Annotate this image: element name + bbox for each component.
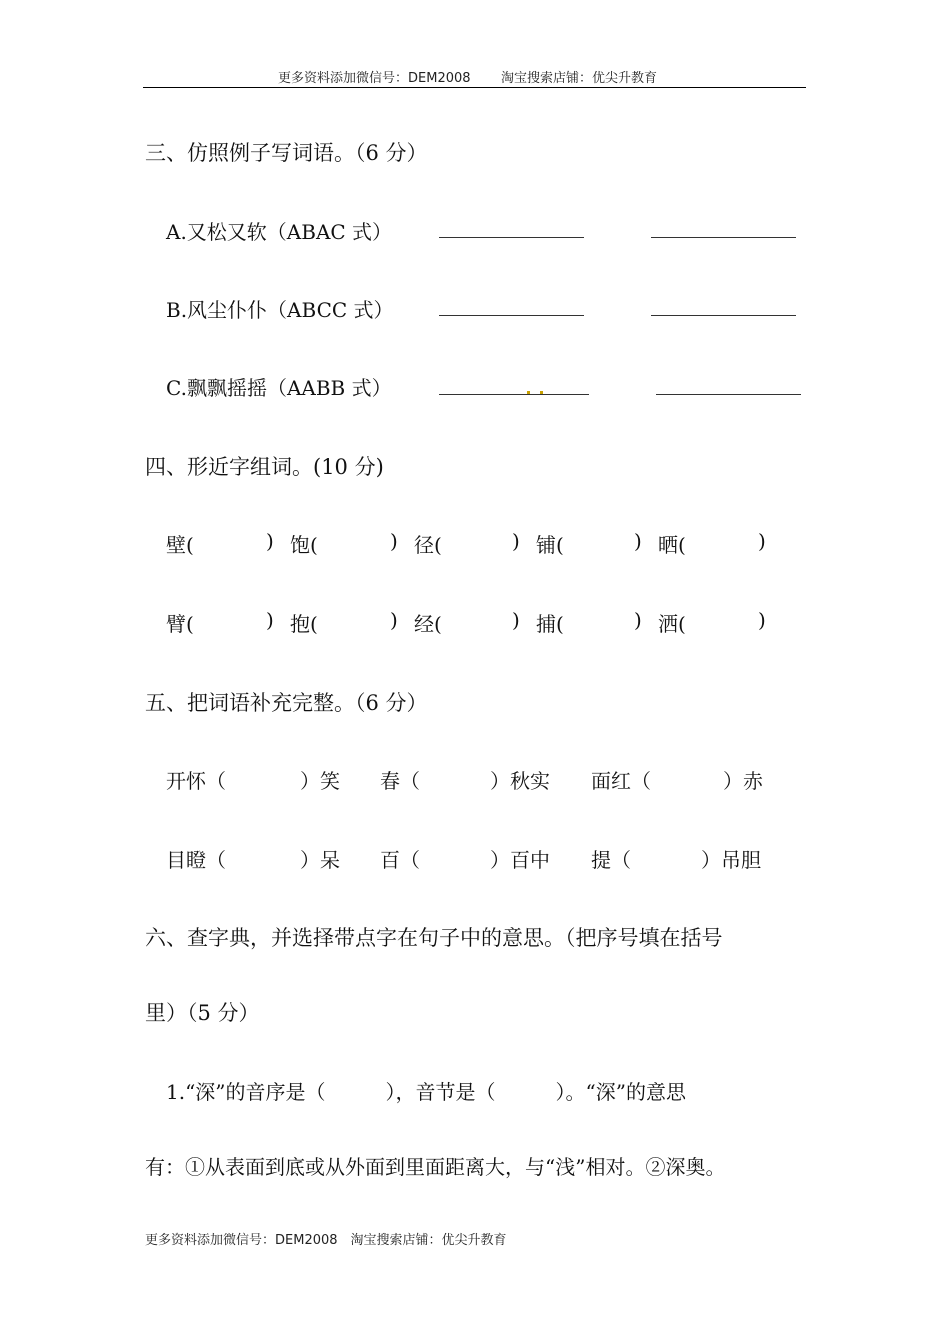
section6-q1-line1: 1.“深”的音序是（ ），音节是（ ）。“深”的意思: [166, 1080, 686, 1104]
char-item-6: 臂(: [166, 612, 194, 636]
idiom-5-end: ）百中: [490, 848, 550, 872]
answer-blank-a2[interactable]: [651, 237, 796, 238]
footer-text: 更多资料添加微信号：DEM2008 淘宝搜索店铺：优尖升教育: [145, 1233, 507, 1248]
header-shop: 淘宝搜索店铺：优尖升教育: [501, 71, 658, 86]
paren-close: ): [266, 529, 274, 553]
section3-row-b: B.风尘仆仆（ABCC 式）: [166, 298, 394, 322]
paren-close: ): [266, 608, 274, 632]
answer-blank-c2[interactable]: [656, 394, 801, 395]
char-item-8: 经(: [414, 612, 442, 636]
section3-row-a: A.又松又软（ABAC 式）: [166, 220, 393, 244]
answer-blank-b2[interactable]: [651, 315, 796, 316]
idiom-2-end: ）秋实: [490, 769, 550, 793]
answer-blank-a1[interactable]: [439, 237, 584, 238]
section4-title: 四、形近字组词。(10 分): [145, 455, 384, 479]
idiom-6-end: ）吊胆: [701, 848, 761, 872]
paren-close: ): [512, 608, 520, 632]
section6-title-line2: 里）（5 分）: [145, 1001, 260, 1025]
section5-title: 五、把词语补充完整。（6 分）: [145, 691, 428, 715]
char-item-5: 晒(: [658, 533, 686, 557]
char-item-4: 铺(: [536, 533, 564, 557]
idiom-3-start: 面红（: [591, 769, 651, 793]
header-wechat: 更多资料添加微信号：DEM2008: [278, 71, 471, 86]
answer-blank-c1[interactable]: [439, 394, 589, 395]
char-item-3: 径(: [414, 533, 442, 557]
section3-row-c: C.飘飘摇摇（AABB 式）: [166, 376, 392, 400]
idiom-4-start: 目瞪（: [166, 848, 226, 872]
char-item-10: 洒(: [658, 612, 686, 636]
idiom-2-start: 春（: [380, 769, 420, 793]
mark-dot: [540, 391, 543, 394]
paren-close: ): [634, 608, 642, 632]
paren-close: ): [390, 608, 398, 632]
section6-q1-line2: 有：①从表面到底或从外面到里面距离大，与“浅”相对。②深奥。: [145, 1155, 726, 1179]
mark-dot: [527, 391, 530, 394]
idiom-5-start: 百（: [380, 848, 420, 872]
section6-title-line1: 六、查字典，并选择带点字在句子中的意思。（把序号填在括号: [145, 926, 723, 950]
paren-close: ): [512, 529, 520, 553]
paren-close: ): [634, 529, 642, 553]
header-divider: [143, 87, 806, 88]
char-item-7: 抱(: [290, 612, 318, 636]
section3-title: 三、仿照例子写词语。（6 分）: [145, 141, 428, 165]
idiom-1-end: ）笑: [300, 769, 340, 793]
idiom-1-start: 开怀（: [166, 769, 226, 793]
idiom-4-end: ）呆: [300, 848, 340, 872]
idiom-3-end: ）赤: [723, 769, 763, 793]
idiom-6-start: 提（: [591, 848, 631, 872]
answer-blank-b1[interactable]: [439, 315, 584, 316]
char-item-1: 壁(: [166, 533, 194, 557]
char-item-9: 捕(: [536, 612, 564, 636]
paren-close: ): [758, 529, 766, 553]
char-item-2: 饱(: [290, 533, 318, 557]
paren-close: ): [758, 608, 766, 632]
paren-close: ): [390, 529, 398, 553]
